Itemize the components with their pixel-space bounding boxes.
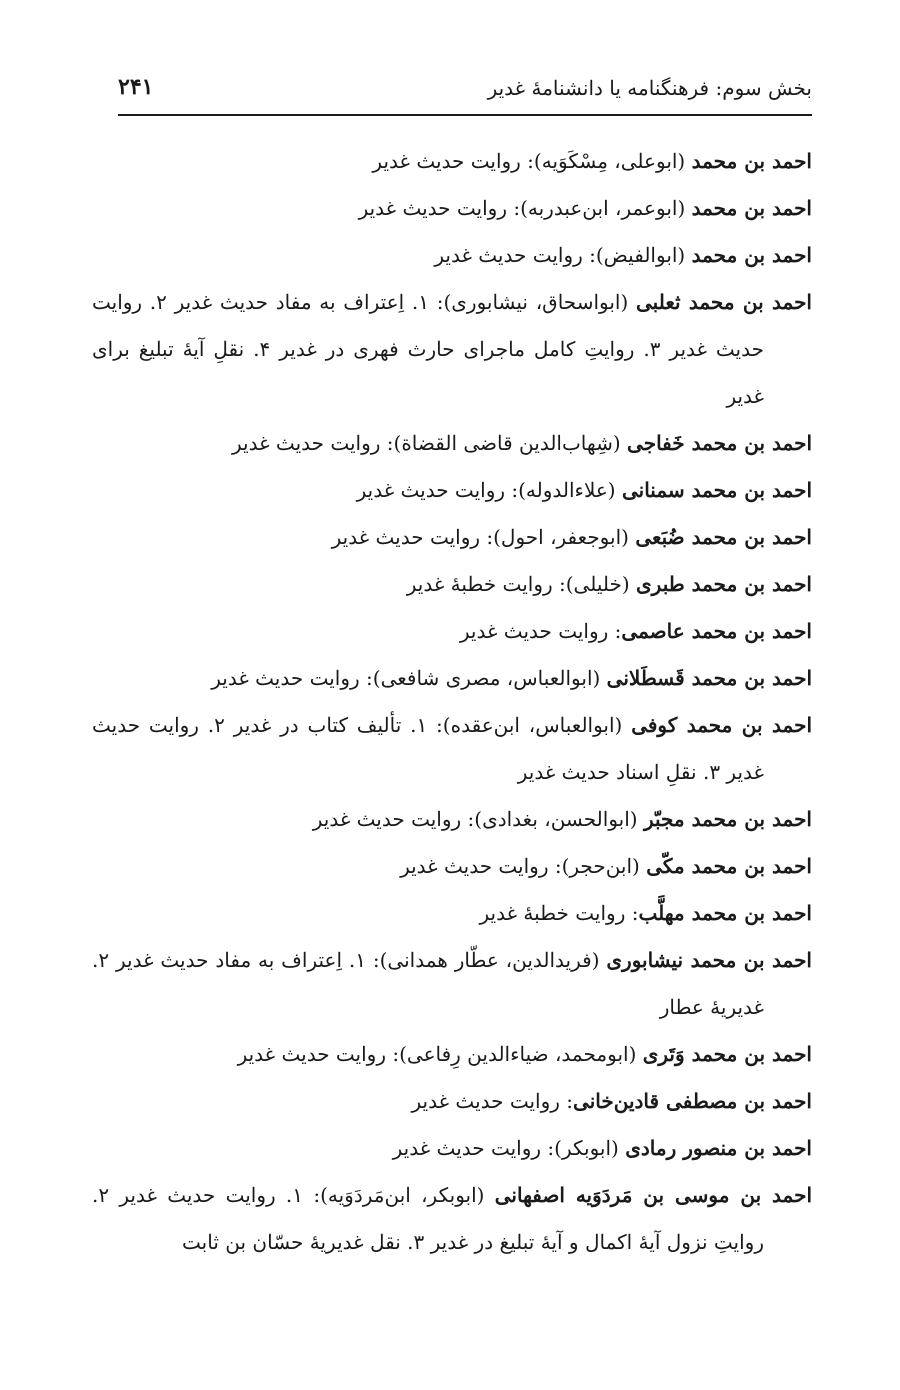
entry-list <box>92 138 812 1266</box>
page-header <box>118 74 812 116</box>
list-item <box>92 420 812 467</box>
page-number: ۲۴۱ <box>118 74 154 100</box>
entry-name: احمد بن محمد وَتَری <box>642 1042 812 1066</box>
entry-text: : روایت حدیث غدیر <box>459 619 622 643</box>
list-item <box>92 467 812 514</box>
entry-text: (ابومحمد، ضیاءالدین رِفاعی): روایت حدیث غدیر <box>237 1042 643 1066</box>
list-item <box>92 561 812 608</box>
entry-name: احمد بن محمد قَسطَلانی <box>606 666 812 690</box>
entry-name: احمد بن محمد نیشابوری <box>606 948 812 972</box>
entry-text: (ابوالفیض): روایت حدیث غدیر <box>434 243 692 267</box>
entry-text: (خلیلی): روایت خطبهٔ غدیر <box>406 572 636 596</box>
entry-text: (ابواسحاق، نیشابوری): ۱. اِعتراف به مفاد حدیث غدیر ۲. روایت حدیث غدیر ۳. روایتِ کامل ماجرای حارث فهری در غدیر ۴. نقلِ آیهٔ تبلیغ برای غدیر <box>92 290 764 408</box>
entry-name: احمد بن محمد خَفاجی <box>627 431 812 455</box>
entry-name: احمد بن محمد مهلَّب <box>638 901 812 925</box>
entry-text: (ابوعمر، ابن‌عبدربه): روایت حدیث غدیر <box>358 196 692 220</box>
entry-text: : روایت حدیث غدیر <box>411 1089 574 1113</box>
list-item <box>92 843 812 890</box>
entry-name: احمد بن محمد مجبّر <box>643 807 812 831</box>
list-item <box>92 514 812 561</box>
entry-text: (شِهاب‌الدین قاضی القضاة): روایت حدیث غدیر <box>232 431 628 455</box>
entry-name: احمد بن محمد ثعلبی <box>636 290 812 314</box>
list-item <box>92 1078 812 1125</box>
entry-name: احمد بن مصطفی قادین‌خانی <box>573 1089 812 1113</box>
list-item <box>92 1125 812 1172</box>
list-item <box>92 702 812 796</box>
entry-name: احمد بن محمد مکّی <box>646 854 812 878</box>
entry-name: احمد بن منصور رمادی <box>625 1136 812 1160</box>
list-item <box>92 937 812 1031</box>
entry-name: احمد بن محمد عاصمی <box>621 619 812 643</box>
entry-text: (ابن‌حجر): روایت حدیث غدیر <box>400 854 647 878</box>
entry-name: احمد بن محمد <box>691 149 812 173</box>
entry-text: (علاءالدوله): روایت حدیث غدیر <box>356 478 622 502</box>
entry-text: (ابوبکر، ابن‌مَردَوَیه): ۱. روایت حدیث غدیر ۲. روایتِ نزول آیهٔ اکمال و آیهٔ تبلیغ در غدیر ۳. نقل غدیریهٔ حسّان بن ثابت <box>92 1183 764 1254</box>
entry-name: احمد بن محمد طبری <box>636 572 812 596</box>
entry-name: احمد بن محمد <box>691 196 812 220</box>
entry-text: (ابوجعفر، احول): روایت حدیث غدیر <box>331 525 636 549</box>
entry-name: احمد بن محمد کوفی <box>631 713 813 737</box>
entry-name: احمد بن محمد ضُبَعی <box>635 525 812 549</box>
entry-name: احمد بن موسی بن مَردَوَیه اصفهانی <box>494 1183 812 1207</box>
list-item <box>92 1031 812 1078</box>
running-head: بخش سوم: فرهنگنامه یا دانشنامهٔ غدیر <box>487 76 812 100</box>
entry-name: احمد بن محمد <box>691 243 812 267</box>
list-item <box>92 232 812 279</box>
entry-text: (ابوالعباس، ابن‌عقده): ۱. تألیف کتاب در غدیر ۲. روایت حدیث غدیر ۳. نقلِ اسناد حدیث غدیر <box>92 713 764 784</box>
entry-text: (ابوالحسن، بغدادی): روایت حدیث غدیر <box>312 807 644 831</box>
list-item <box>92 279 812 420</box>
entry-text: (ابوعلی، مِسْکَوَیه): روایت حدیث غدیر <box>372 149 692 173</box>
list-item <box>92 890 812 937</box>
entry-text: (ابوبکر): روایت حدیث غدیر <box>392 1136 626 1160</box>
list-item <box>92 1172 812 1266</box>
entry-text: (فریدالدین، عطّار همدانی): ۱. اِعتراف به مفاد حدیث غدیر ۲. غدیریهٔ عطار <box>92 948 764 1019</box>
list-item <box>92 655 812 702</box>
entry-name: احمد بن محمد سمنانی <box>621 478 812 502</box>
list-item <box>92 608 812 655</box>
entry-text: : روایت خطبهٔ غدیر <box>479 901 639 925</box>
list-item <box>92 796 812 843</box>
list-item <box>92 185 812 232</box>
entry-text: (ابوالعباس، مصری شافعی): روایت حدیث غدیر <box>211 666 607 690</box>
list-item <box>92 138 812 185</box>
